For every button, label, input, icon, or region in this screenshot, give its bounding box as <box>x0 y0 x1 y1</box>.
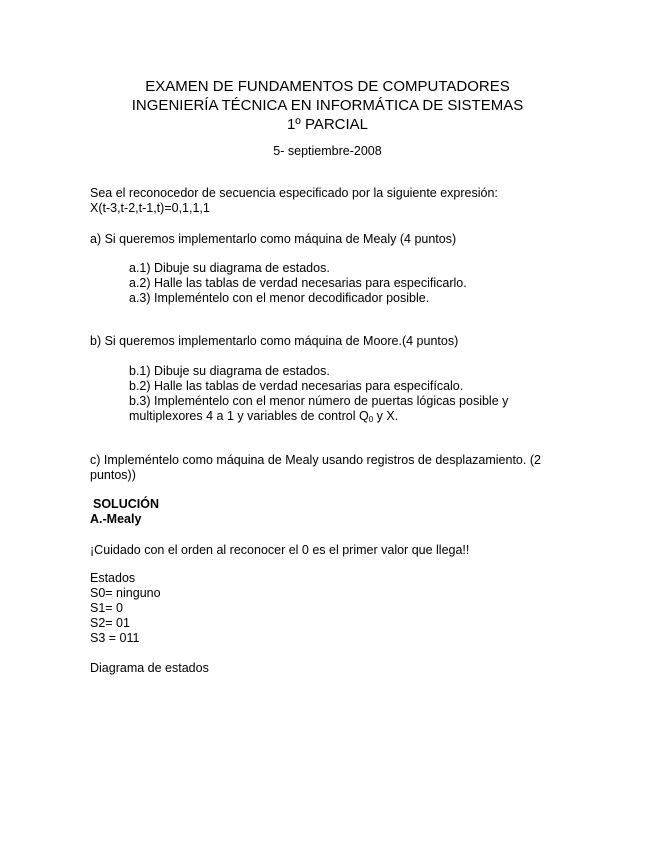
solution-subheading: A.-Mealy <box>90 512 142 526</box>
state-s1: S1= 0 <box>90 601 124 615</box>
intro-line-1: Sea el reconocedor de secuencia especificado por la siguiente expresión: <box>90 186 498 200</box>
part-b-item-3: b.3) Impleméntelo con el menor número de puertas lógicas posible y <box>129 394 509 408</box>
part-b-item-2: b.2) Halle las tablas de verdad necesarias para especifícalo. <box>129 379 464 393</box>
q-subscript: 0 <box>368 415 374 424</box>
header-degree: INGENIERÍA TÉCNICA EN INFORMÁTICA DE SISTEMAS <box>131 97 524 114</box>
diagram-title: Diagrama de estados <box>90 661 209 675</box>
part-b-item-1: b.1) Dibuje su diagrama de estados. <box>129 364 330 378</box>
exam-date: 5- septiembre-2008 <box>273 144 382 158</box>
part-c-line-2: puntos)) <box>90 468 136 482</box>
part-a-item-2: a.2) Halle las tablas de verdad necesarias para especificarlo. <box>129 276 467 290</box>
solution-heading: SOLUCIÓN <box>93 497 159 511</box>
part-b-item-3-cont-end: y X. <box>373 409 399 423</box>
header-title: EXAMEN DE FUNDAMENTOS DE COMPUTADORES <box>145 78 510 95</box>
part-b-item-3-continuation <box>129 409 398 424</box>
part-b-title: b) Si queremos implementarlo como máquina de Moore.(4 puntos) <box>90 334 459 348</box>
part-c-line-1: c) Impleméntelo como máquina de Mealy usando registros de desplazamiento. (2 <box>90 453 541 467</box>
intro-expression: X(t-3,t-2,t-1,t)=0,1,1,1 <box>90 201 210 215</box>
solution-warning: ¡Cuidado con el orden al reconocer el 0 es el primer valor que llega!! <box>90 543 470 557</box>
exam-header <box>0 77 655 134</box>
part-a-title: a) Si queremos implementarlo como máquina de Mealy (4 puntos) <box>90 232 457 246</box>
state-s3: S3 = 011 <box>90 631 140 645</box>
part-a-item-3: a.3) Impleméntelo con el menor decodificador posible. <box>129 291 430 305</box>
state-s2: S2= 01 <box>90 616 130 630</box>
states-title: Estados <box>90 571 136 585</box>
part-b-item-3-cont-text: multiplexores 4 a 1 y variables de control Q <box>129 409 369 423</box>
state-s0: S0= ninguno <box>90 586 161 600</box>
part-a-item-1: a.1) Dibuje su diagrama de estados. <box>129 261 330 275</box>
header-partial: 1º PARCIAL <box>286 116 369 133</box>
